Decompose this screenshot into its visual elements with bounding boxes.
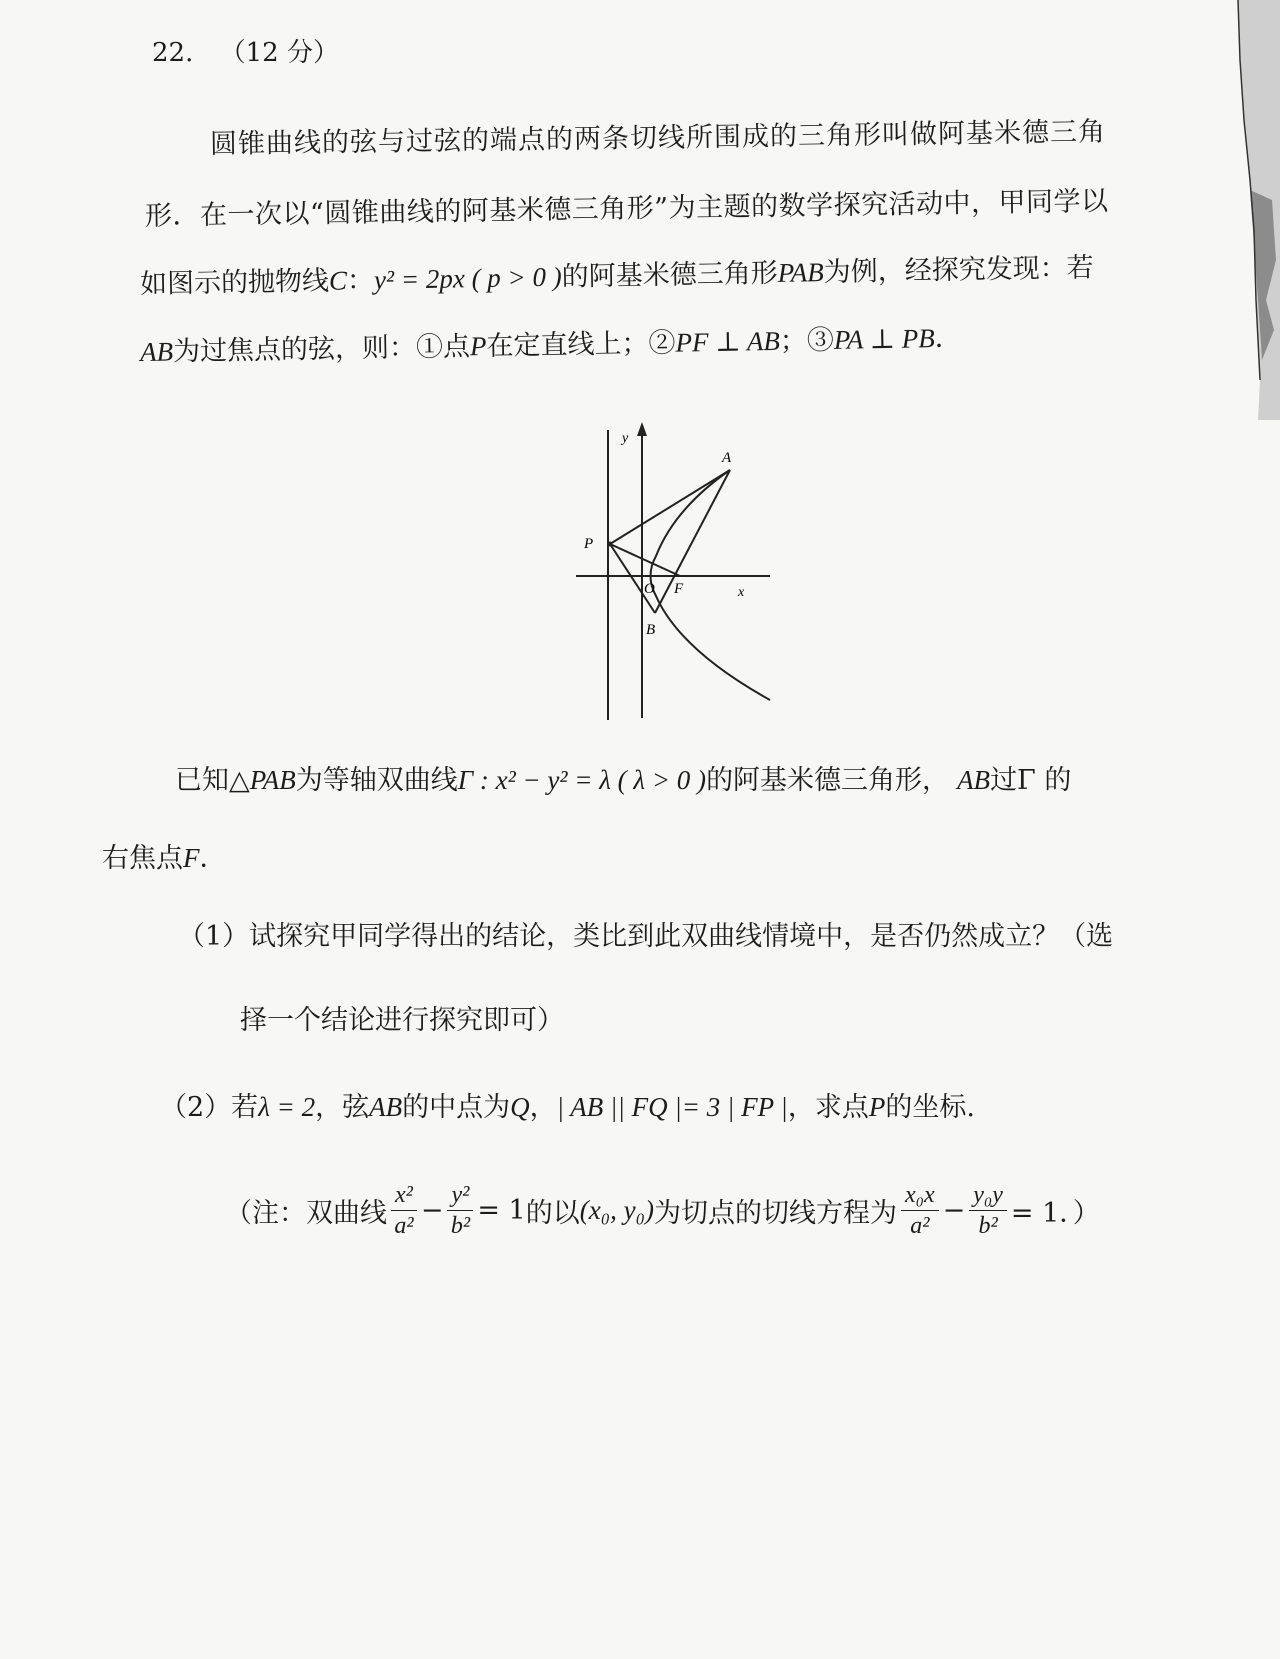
part-1-line-1: （1）试探究甲同学得出的结论，类比到此双曲线情境中，是否仍然成立？（选 xyxy=(178,921,1114,952)
intro-text: 如图示的抛物线 xyxy=(139,265,330,300)
triangle-pab: PAB xyxy=(777,257,824,288)
conclusion-pa-perp-pb: PA ⊥ PB xyxy=(833,323,935,355)
label-o: O xyxy=(644,581,655,597)
length-condition: | AB || FQ |= 3 | FP | xyxy=(556,1092,788,1122)
hyperbola-equation: Γ : x² − y² = λ ( λ > 0 ) xyxy=(457,765,707,795)
point-p-dot xyxy=(608,542,613,547)
page-edge-shadow xyxy=(1210,0,1280,420)
tangent-pa xyxy=(610,470,730,544)
part-1-line-2: 择一个结论进行探究即可） xyxy=(240,1005,564,1036)
problem-header xyxy=(152,32,339,69)
part-2 xyxy=(160,1085,975,1124)
comma: ， xyxy=(529,1092,557,1123)
fraction-denominator: a² xyxy=(910,1213,930,1239)
intro-text: 为例，经探究发现：若 xyxy=(823,252,1094,289)
given-text: 为等轴双曲线 xyxy=(295,765,458,796)
part-2-text: 的坐标. xyxy=(885,1092,975,1123)
fraction-denominator: b² xyxy=(450,1213,471,1239)
given-text: 的阿基米德三角形， xyxy=(706,765,950,796)
equals-one: = 1 xyxy=(477,1195,526,1226)
fraction-y0y-over-b2 xyxy=(969,1180,1007,1241)
label-a: A xyxy=(722,450,732,466)
parabola-figure xyxy=(570,418,800,723)
note-text: 为切点的切线方程为 xyxy=(653,1198,897,1229)
equals-one-end: = 1．） xyxy=(1010,1198,1100,1229)
parabola-curve xyxy=(651,470,771,700)
intro-line-1: 圆锥曲线的弦与过弦的端点的两条切线所围成的三角形叫做阿基米德三角 xyxy=(209,116,1107,160)
fraction-x0x-over-a2 xyxy=(901,1180,939,1241)
given-line-2 xyxy=(102,836,227,875)
given-line-1 xyxy=(175,758,1071,797)
conclusion-pf-perp-ab: PF ⊥ AB xyxy=(675,325,781,358)
triangle-pab: PAB xyxy=(249,765,296,795)
label-b: B xyxy=(646,622,656,638)
label-y: y xyxy=(622,431,629,446)
period: ． xyxy=(934,322,962,355)
part-2-text: （2）若 xyxy=(160,1092,259,1123)
label-x: x xyxy=(738,585,745,600)
lambda-value: λ = 2 xyxy=(258,1092,316,1122)
label-f: F xyxy=(674,581,684,597)
midpoint-q: Q xyxy=(510,1092,530,1122)
chord-ab: AB xyxy=(369,1092,403,1122)
fraction-numerator: y² xyxy=(447,1180,473,1211)
given-text: 过Γ 的 xyxy=(990,765,1072,796)
intro-line-3 xyxy=(140,245,1094,301)
y-axis-arrow xyxy=(637,422,647,436)
intro-text: 在定直线上；② xyxy=(486,327,676,362)
point-p: P xyxy=(469,330,487,362)
intro-text: 为过焦点的弦，则：①点 xyxy=(172,331,471,368)
intro-line-4 xyxy=(140,316,962,369)
colon: ： xyxy=(346,264,375,297)
intro-line-2: 形．在一次以“圆锥曲线的阿基米德三角形”为主题的数学探究活动中，甲同学以 xyxy=(144,185,1109,232)
parabola-equation: y² = 2px ( p > 0 ) xyxy=(373,261,562,295)
minus-sign: − xyxy=(420,1195,444,1226)
fraction-numerator: x₀x xyxy=(901,1180,939,1211)
fraction-numerator: y₀y xyxy=(969,1180,1007,1211)
focus-f: F xyxy=(183,843,200,873)
label-p: P xyxy=(584,536,594,552)
problem-number: 22. xyxy=(152,38,194,68)
note-text: 的以 xyxy=(525,1198,580,1229)
chord-ab: AB xyxy=(139,336,174,367)
given-text: 已知△ xyxy=(175,765,250,796)
curve-c: C xyxy=(328,265,348,296)
part-2-text: ，求点 xyxy=(787,1092,869,1123)
point-p: P xyxy=(868,1092,886,1122)
part-2-text: ，弦 xyxy=(315,1092,370,1123)
fraction-denominator: a² xyxy=(394,1213,414,1239)
problem-score: （12 分） xyxy=(219,38,339,68)
given-text: 右焦点 xyxy=(102,843,183,874)
separator: ；③ xyxy=(779,324,835,357)
intro-text: 的阿基米德三角形 xyxy=(561,257,778,293)
chord-ab: AB xyxy=(957,765,991,795)
period: ． xyxy=(199,843,227,874)
tangent-point: (x₀, y₀) xyxy=(579,1195,654,1225)
chord-ab-line xyxy=(655,470,730,613)
part-2-text: 的中点为 xyxy=(402,1092,511,1123)
fraction-y2-over-b2 xyxy=(447,1180,473,1241)
fraction-numerator: x² xyxy=(391,1180,417,1211)
note-text: （注：双曲线 xyxy=(225,1198,387,1229)
minus-sign: − xyxy=(942,1195,966,1226)
note xyxy=(225,1180,1100,1241)
fraction-denominator: b² xyxy=(978,1213,998,1239)
fraction-x2-over-a2 xyxy=(391,1180,417,1241)
